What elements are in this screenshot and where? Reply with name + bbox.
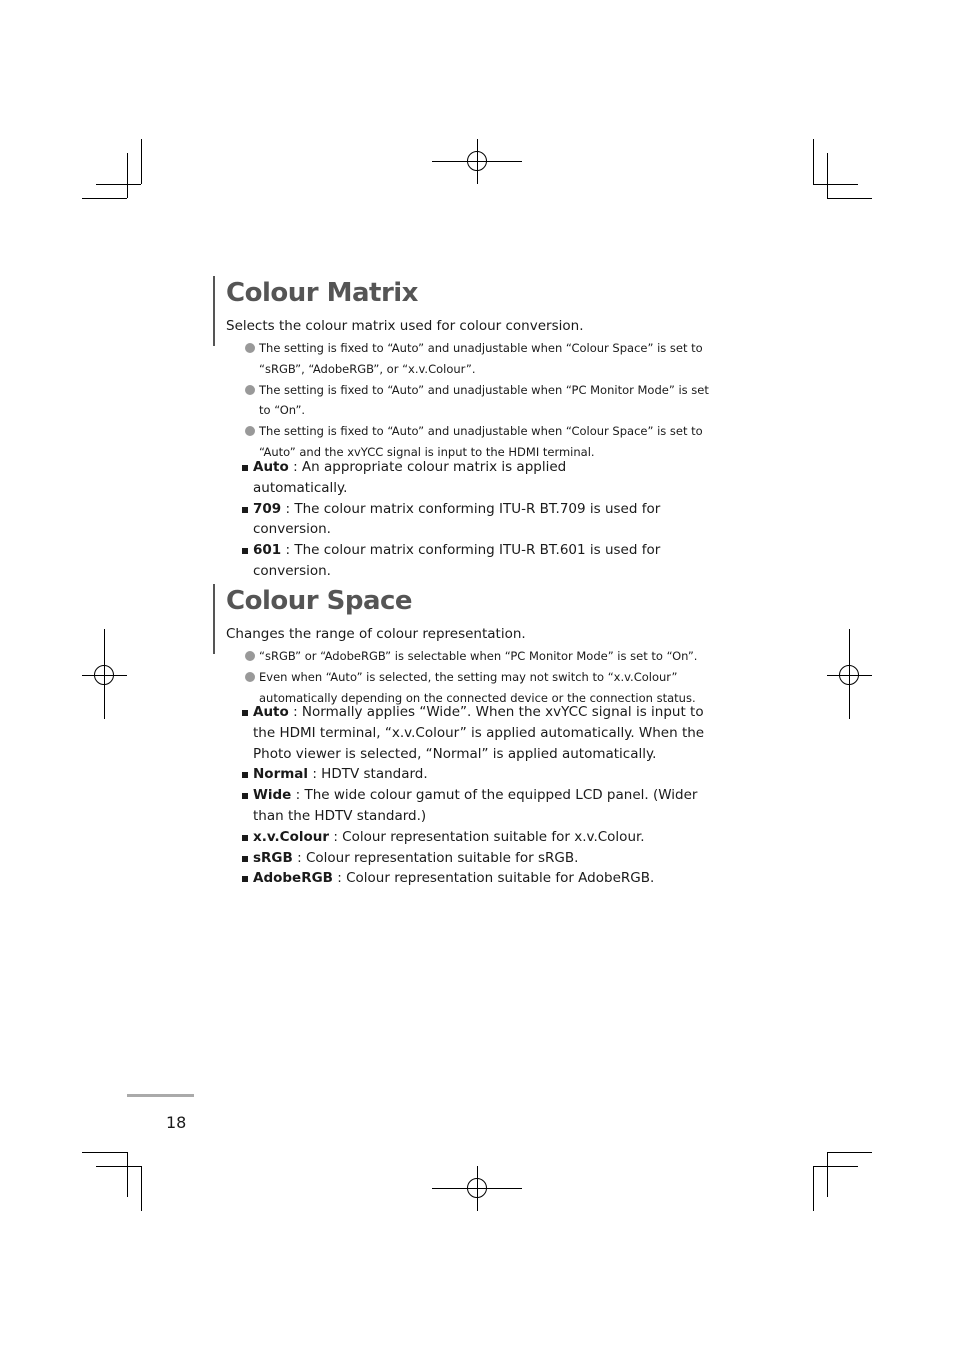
option-item (242, 499, 662, 541)
note-item (245, 380, 721, 422)
crop-mark-line (827, 153, 828, 198)
option-term: 709 (253, 500, 282, 517)
bullet-square-icon (242, 507, 248, 513)
option-item (242, 848, 722, 869)
section-intro: Selects the colour matrix used for colour conversion. (226, 318, 584, 334)
option-item (242, 540, 662, 582)
section-bar (213, 584, 215, 654)
section-bar (213, 276, 215, 346)
bullet-square-icon (242, 710, 248, 716)
option-term: 601 (253, 542, 282, 559)
section-colour-space (213, 584, 733, 894)
note-text: The setting is fixed to “Auto” and unadjustable when “Colour Space” is set to “sRGB”, “AdobeRGB”, or “x.v.Colour”. (259, 341, 703, 376)
bullet-circle-icon (245, 343, 255, 353)
option-desc: : Normally applies “Wide”. When the xvYCC signal is input to the HDMI terminal, “x.v.Colour” is applied automatically. When the Photo viewer is selected, “Normal” is applied automatically. (253, 704, 705, 762)
crop-mark-line (96, 184, 141, 185)
crop-mark-line (82, 198, 127, 199)
option-item (242, 702, 722, 764)
option-item (242, 868, 722, 889)
option-item (242, 457, 662, 499)
bullet-circle-icon (245, 672, 255, 682)
section-colour-matrix (213, 276, 733, 579)
option-desc: : The wide colour gamut of the equipped LCD panel. (Wider than the HDTV standard.) (253, 787, 698, 824)
note-text: “sRGB” or “AdobeRGB” is selectable when “PC Monitor Mode” is set to “On”. (259, 649, 698, 663)
bullet-circle-icon (245, 385, 255, 395)
option-desc: : Colour representation suitable for AdobeRGB. (332, 870, 655, 887)
note-item (245, 338, 721, 380)
options-list (242, 457, 662, 582)
note-text: The setting is fixed to “Auto” and unadjustable when “PC Monitor Mode” is set to “On”. (259, 382, 709, 418)
option-item (242, 764, 722, 785)
options-list (242, 702, 722, 889)
bullet-square-icon (242, 856, 248, 862)
crop-mark-line (82, 1152, 127, 1153)
section-title: Colour Matrix (226, 278, 418, 308)
option-term: Normal (253, 766, 309, 783)
bullet-square-icon (242, 793, 248, 799)
option-term: Auto (253, 704, 289, 720)
footer-rule (127, 1094, 194, 1097)
option-desc: : Colour representation suitable for x.v.Colour. (329, 828, 645, 845)
crop-mark-line (813, 1166, 814, 1211)
crop-mark-line (813, 139, 814, 184)
option-term: Auto (253, 459, 289, 475)
crop-mark-line (827, 198, 872, 199)
crop-mark-line (827, 1152, 828, 1197)
crop-mark-line (141, 139, 142, 184)
option-item (242, 827, 722, 848)
crop-mark-line (96, 1166, 141, 1167)
note-item (245, 646, 717, 667)
crop-mark-line (141, 1166, 142, 1211)
option-item (242, 785, 722, 827)
option-desc: : HDTV standard. (308, 766, 428, 783)
option-desc: : The colour matrix conforming ITU-R BT.709 is used for conversion. (253, 500, 661, 538)
option-term: x.v.Colour (253, 828, 330, 845)
option-desc: : The colour matrix conforming ITU-R BT.601 is used for conversion. (253, 542, 661, 579)
note-text: The setting is fixed to “Auto” and unadjustable when “Colour Space” is set to “Auto” and the xvYCC signal is input to the HDMI terminal. (259, 424, 703, 459)
crop-mark-line (127, 1152, 128, 1197)
option-desc: : An appropriate colour matrix is applied automatically. (253, 459, 567, 496)
notes-list (245, 338, 721, 463)
note-text: Even when “Auto” is selected, the setting may not switch to “x.v.Colour” automatically depending on the connected device or the connection status. (259, 669, 696, 705)
bullet-circle-icon (245, 651, 255, 661)
crop-mark-line (813, 1166, 858, 1167)
bullet-circle-icon (245, 426, 255, 436)
bullet-square-icon (242, 465, 248, 471)
option-term: Wide (253, 787, 292, 804)
notes-list (245, 646, 717, 708)
crop-mark-line (827, 1152, 872, 1153)
option-desc: : Colour representation suitable for sRGB. (292, 849, 579, 866)
bullet-square-icon (242, 835, 248, 841)
bullet-square-icon (242, 772, 248, 778)
bullet-square-icon (242, 876, 248, 882)
section-title: Colour Space (226, 586, 413, 616)
bullet-square-icon (242, 548, 248, 554)
crop-mark-line (127, 153, 128, 198)
section-intro: Changes the range of colour representation. (226, 626, 526, 642)
option-term: AdobeRGB (253, 870, 333, 887)
page-number: 18 (166, 1113, 187, 1132)
crop-mark-line (813, 184, 858, 185)
option-term: sRGB (253, 849, 293, 866)
